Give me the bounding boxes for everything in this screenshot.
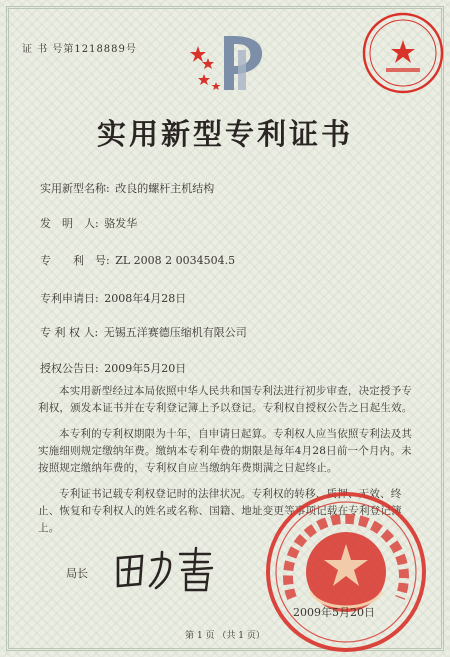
field-label: 专利申请日: bbox=[40, 292, 99, 305]
paragraph-term: 本专利的专利权期限为十年，自申请日起算。专利权人应当依照专利法及其实施细则规定缴纳年费。缴纳本专利年费的期限是每年4月28日前一个月内。未按照规定缴纳年费的，专利权自应当缴纳年费期满之日起终止。 bbox=[38, 428, 413, 474]
paragraph-grant: 本实用新型经过本局依照中华人民共和国专利法进行初步审查，决定授予专利权，颁发本证书并在专利登记簿上予以登记。专利权自授权公告之日起生效。 bbox=[38, 385, 413, 414]
field-patent-number bbox=[40, 252, 235, 268]
field-value: 无锡五洋赛德压缩机有限公司 bbox=[103, 326, 247, 339]
director-signature-icon bbox=[112, 544, 222, 594]
field-label: 授权公告日: bbox=[40, 362, 99, 375]
field-filing-date bbox=[40, 290, 186, 306]
director-label: 局长 bbox=[66, 567, 88, 580]
field-inventor bbox=[40, 215, 137, 231]
page-number: 第 1 页 （共 1 页） bbox=[185, 631, 265, 641]
red-seal-top-icon bbox=[360, 10, 446, 96]
field-value: 2008年4月28日 bbox=[104, 292, 187, 305]
issue-date: 2009年5月20日 bbox=[293, 606, 375, 619]
field-value: 2009年5月20日 bbox=[104, 362, 187, 375]
field-utility-model-name bbox=[40, 180, 214, 196]
field-value: 骆发华 bbox=[104, 217, 138, 230]
field-grant-date bbox=[40, 360, 186, 376]
field-value: ZL 2008 2 0034504.5 bbox=[115, 254, 236, 267]
field-label: 专 利 权 人: bbox=[40, 326, 99, 339]
certificate-number: 证 书 号第1218889号 bbox=[22, 44, 137, 55]
paragraph-legal-status: 专利证书记载专利权登记时的法律状况。专利权的转移、质押、无效、终止、恢复和专利权人的姓名或名称、国籍、地址变更等事项记载在专利登记簿上。 bbox=[38, 488, 402, 534]
field-patentee bbox=[40, 324, 247, 340]
field-label: 发 明 人: bbox=[40, 217, 99, 230]
field-label: 实用新型名称: bbox=[40, 182, 110, 195]
field-value: 改良的螺杆主机结构 bbox=[115, 182, 215, 195]
field-label: 专 利 号: bbox=[40, 254, 110, 267]
page-title: 实用新型专利证书 bbox=[96, 117, 353, 151]
patent-office-logo-icon bbox=[190, 28, 270, 98]
